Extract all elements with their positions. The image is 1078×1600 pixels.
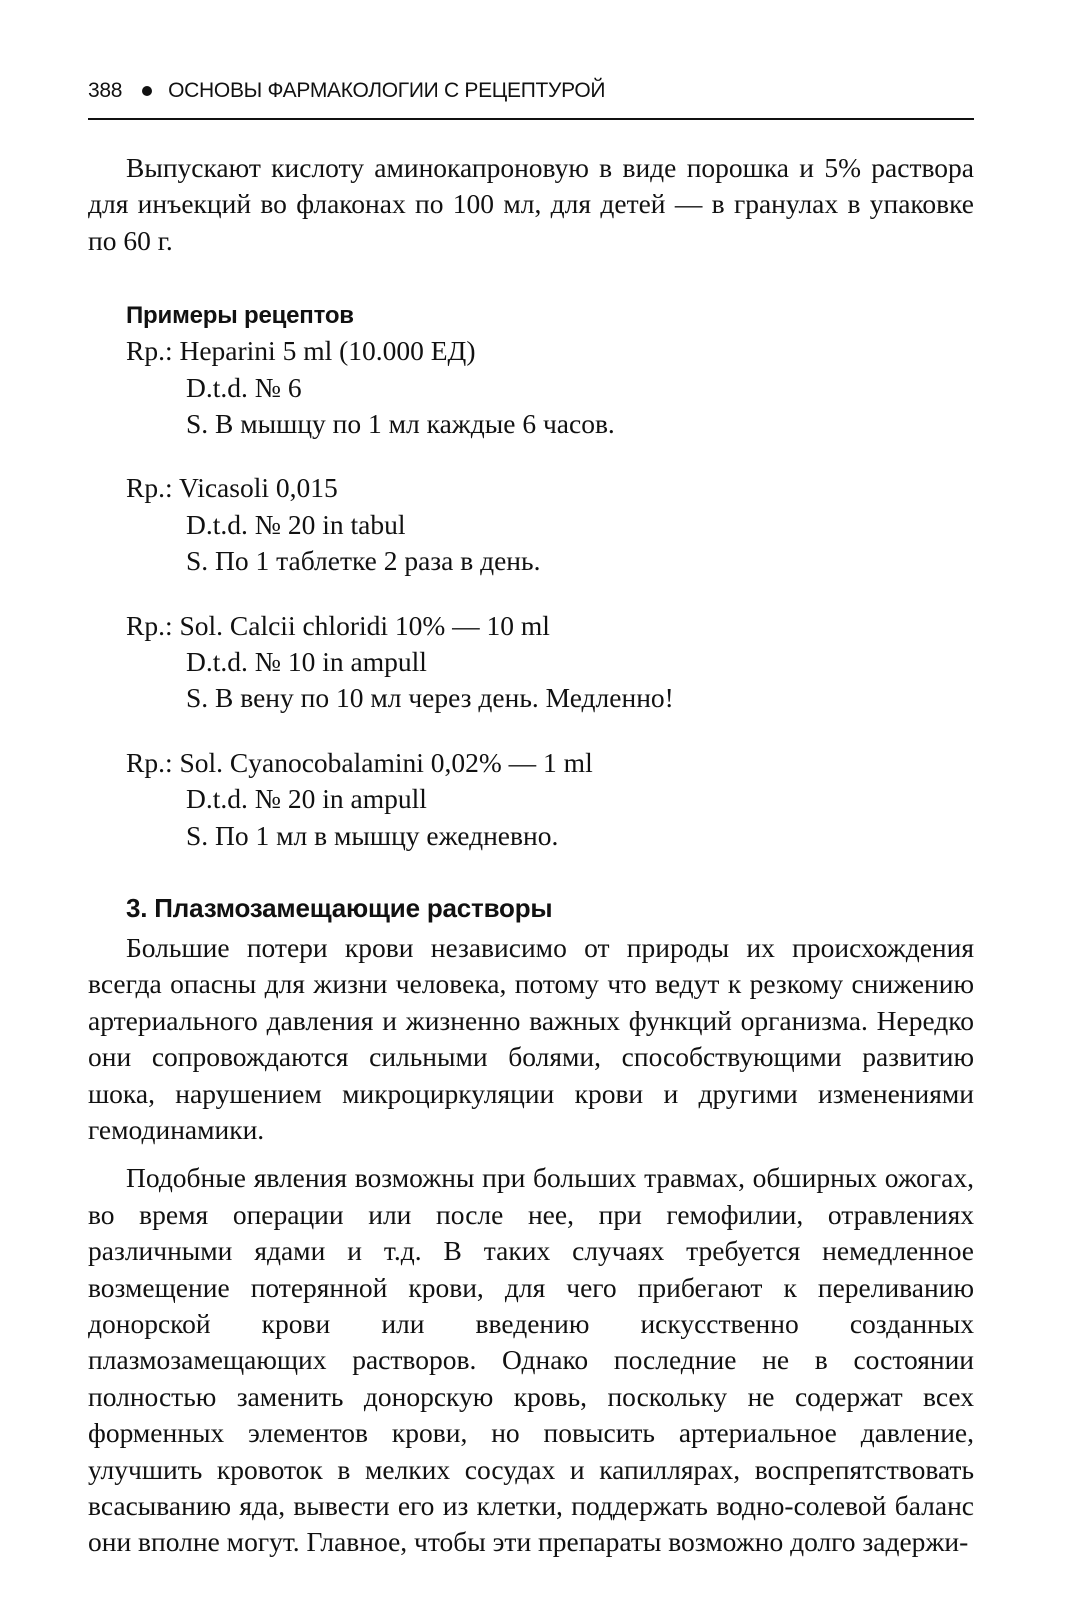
recipe-rp-line: Rp.: Sol. Cyanocobalamini 0,02% — 1 ml xyxy=(126,746,593,778)
recipe-dtd-line: D.t.d. № 20 in tabul xyxy=(186,508,406,540)
recipe-dtd-line: D.t.d. № 10 in ampull xyxy=(186,645,427,677)
running-title: ОСНОВЫ ФАРМАКОЛОГИИ С РЕЦЕПТУРОЙ xyxy=(168,79,606,102)
bullet-icon xyxy=(142,86,152,96)
section-paragraph: Большие потери крови независимо от природы их происхождения всегда опасны для жизни человека, потому что ведут к резкому снижению артериального давления и жизненно важных функций организма. Нередко они сопровождаются сильными болями, способствующими развитию шока, нарушением микроциркуляции крови и другими изменениями гемодинамики. xyxy=(88,931,974,1145)
recipe-list xyxy=(88,333,974,854)
recipe-rp-line: Rp.: Heparini 5 ml (10.000 ЕД) xyxy=(126,335,476,367)
section-title: 3. Плазмозамещающие растворы xyxy=(126,892,553,923)
header-rule xyxy=(88,118,974,120)
examples-heading: Примеры рецептов xyxy=(126,302,354,330)
recipe-calcium-chloride xyxy=(126,608,974,717)
intro-paragraph: Выпускают кислоту аминокапроновую в виде порошка и 5% раствора для инъекций во флаконах по 100 мл, для детей — в гранулах в упаковке по 60 г. xyxy=(88,152,974,256)
section-paragraph: Подобные явления возможны при больших травмах, обширных ожогах, во время операции или после нее, при гемофилии, отравлениях различными ядами и т.д. В таких случаях требуется немедленное возмещение потерянной крови, для чего прибегают к переливанию донорской крови или введению искусственно созданных плазмозамещающих растворов. Однако последние не в состоянии полностью заменить донорскую кровь, поскольку не содержат всех форменных элементов крови, но повысить артериальное давление, улучшить кровоток в мелких сосудах и капиллярах, воспрепятствовать всасыванию яда, вывести его из клетки, поддержать водно-солевой баланс они вполне могут. Главное, чтобы эти препараты возможно долго задержи- xyxy=(88,1162,974,1558)
recipe-signa-line: S. В вену по 10 мл через день. Медленно! xyxy=(186,682,674,714)
recipe-signa-line: S. По 1 мл в мышцу ежедневно. xyxy=(186,819,559,851)
recipe-dtd-line: D.t.d. № 20 in ampull xyxy=(186,783,427,815)
book-page xyxy=(88,70,974,1561)
recipe-vicasol xyxy=(126,470,974,579)
page-number: 388 xyxy=(88,79,123,102)
recipe-signa-line: S. В мышцу по 1 мл каждые 6 часов. xyxy=(186,408,615,439)
recipe-rp-line: Rp.: Vicasoli 0,015 xyxy=(126,472,338,504)
recipe-dtd-line: D.t.d. № 6 xyxy=(186,371,302,403)
recipe-rp-line: Rp.: Sol. Calcii chloridi 10% — 10 ml xyxy=(126,609,550,641)
recipe-signa-line: S. По 1 таблетке 2 раза в день. xyxy=(186,545,541,577)
recipe-heparin xyxy=(126,333,974,442)
recipe-cyanocobalamin xyxy=(126,745,974,854)
running-header xyxy=(88,70,974,112)
